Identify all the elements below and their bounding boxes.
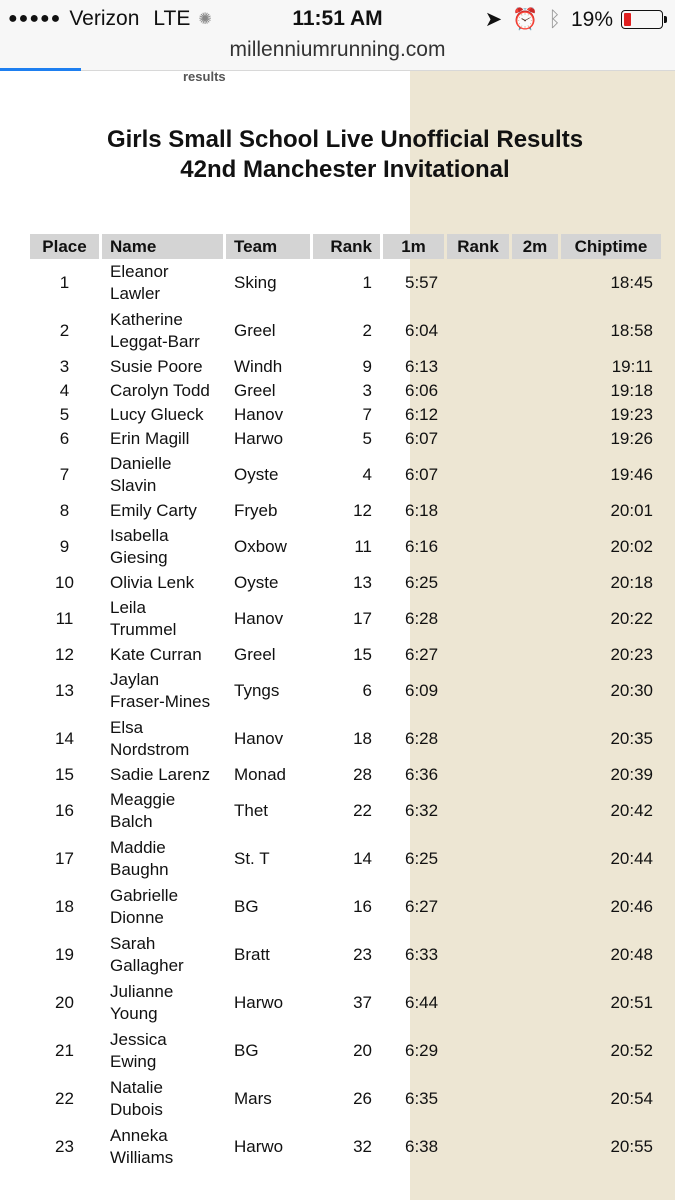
cell-team: Hanov xyxy=(234,609,284,628)
cell-team: Hanov xyxy=(234,729,284,748)
cell-2m xyxy=(512,979,558,1027)
header-name[interactable]: Name xyxy=(102,234,223,259)
name-line-1: Susie Poore xyxy=(110,357,203,376)
cell-place: 15 xyxy=(55,765,74,784)
cell-2m xyxy=(512,259,558,307)
cell-rank-2 xyxy=(447,883,509,931)
cell-rank-1: 28 xyxy=(353,765,372,784)
cell-chiptime: 19:46 xyxy=(610,465,653,484)
cell-name xyxy=(102,403,223,427)
cell-chiptime: 20:46 xyxy=(610,897,653,916)
cell-1m: 6:27 xyxy=(405,897,439,916)
cell-rank-1: 32 xyxy=(353,1137,372,1156)
cell-1m: 6:07 xyxy=(405,429,439,448)
name-line-1: Meaggie xyxy=(110,790,176,809)
cell-team: Mars xyxy=(234,1089,272,1108)
cell-2m xyxy=(512,523,558,571)
name-line-1: Leila xyxy=(110,598,146,617)
activity-spinner-icon: ✺ xyxy=(198,11,212,28)
cell-rank-1: 11 xyxy=(354,537,372,556)
cell-chiptime: 20:02 xyxy=(610,537,653,556)
table-row xyxy=(30,883,661,931)
name-line-2: Nordstrom xyxy=(110,740,190,759)
cell-rank-2 xyxy=(447,979,509,1027)
alarm-icon: ⏰ xyxy=(512,7,539,31)
table-row xyxy=(30,835,661,883)
cell-team: Windh xyxy=(234,357,283,376)
table-row xyxy=(30,571,661,595)
table-row xyxy=(30,523,661,571)
cell-team: BG xyxy=(234,1041,259,1060)
cell-name xyxy=(102,571,223,595)
cell-name xyxy=(102,523,223,571)
cell-2m xyxy=(512,1123,558,1171)
name-line-1: Elsa xyxy=(110,718,144,737)
location-arrow-icon: ➤ xyxy=(484,8,503,31)
table-row xyxy=(30,667,661,715)
cell-1m: 6:44 xyxy=(405,993,439,1012)
cell-team: BG xyxy=(234,897,259,916)
cell-rank-2 xyxy=(447,427,509,451)
cell-rank-2 xyxy=(447,643,509,667)
cell-1m: 6:07 xyxy=(405,465,439,484)
cell-chiptime: 19:11 xyxy=(611,357,653,376)
breadcrumb-results-link[interactable]: results xyxy=(183,71,226,84)
cell-chiptime: 20:39 xyxy=(610,765,653,784)
cell-rank-2 xyxy=(447,787,509,835)
url-bar[interactable] xyxy=(0,38,675,71)
cell-place: 23 xyxy=(55,1137,74,1156)
cell-name xyxy=(102,835,223,883)
cell-2m xyxy=(512,355,558,379)
name-line-1: Maddie xyxy=(110,838,166,857)
cell-place: 12 xyxy=(55,645,74,664)
cell-name xyxy=(102,1075,223,1123)
status-right xyxy=(475,7,663,32)
name-line-1: Carolyn Todd xyxy=(110,381,210,400)
header-rank-1[interactable]: Rank xyxy=(313,234,380,259)
cell-name xyxy=(102,643,223,667)
name-line-1: Gabrielle xyxy=(110,886,179,905)
cell-2m xyxy=(512,643,558,667)
header-1m[interactable]: 1m xyxy=(383,234,444,259)
cell-name xyxy=(102,1123,223,1171)
table-row xyxy=(30,259,661,307)
name-line-1: Natalie xyxy=(110,1078,163,1097)
table-row xyxy=(30,979,661,1027)
cell-place: 2 xyxy=(59,321,70,340)
name-line-1: Katherine xyxy=(110,310,183,329)
name-line-2: Williams xyxy=(110,1148,174,1167)
cell-team: Fryeb xyxy=(234,501,278,520)
table-row xyxy=(30,1123,661,1171)
battery-level-fill xyxy=(624,13,631,26)
cell-name xyxy=(102,595,223,643)
cell-team: Harwo xyxy=(234,429,284,448)
network-type: LTE xyxy=(153,7,191,30)
cell-chiptime: 19:23 xyxy=(610,405,653,424)
cell-team: Thet xyxy=(234,801,269,820)
cell-chiptime: 20:54 xyxy=(610,1089,653,1108)
cell-chiptime: 20:23 xyxy=(610,645,653,664)
cell-2m xyxy=(512,931,558,979)
cell-chiptime: 20:35 xyxy=(610,729,653,748)
cell-name xyxy=(102,355,223,379)
table-row xyxy=(30,451,661,499)
cell-rank-1: 16 xyxy=(353,897,372,916)
cell-name xyxy=(102,715,223,763)
cell-1m: 6:12 xyxy=(405,405,439,424)
cell-team: Tyngs xyxy=(234,681,280,700)
cell-rank-1: 4 xyxy=(362,465,372,484)
header-rank-2[interactable]: Rank xyxy=(447,234,509,259)
name-line-1: Olivia Lenk xyxy=(110,573,195,592)
table-row xyxy=(30,643,661,667)
cell-place: 21 xyxy=(55,1041,74,1060)
table-row xyxy=(30,379,661,403)
cell-place: 13 xyxy=(55,681,74,700)
battery-icon xyxy=(621,10,663,29)
cell-2m xyxy=(512,763,558,787)
cell-2m xyxy=(512,379,558,403)
cell-team: Hanov xyxy=(234,405,284,424)
cell-rank-2 xyxy=(447,667,509,715)
cell-rank-1: 7 xyxy=(362,405,372,424)
cell-rank-1: 23 xyxy=(353,945,372,964)
cell-rank-2 xyxy=(447,1075,509,1123)
cell-rank-2 xyxy=(447,1027,509,1075)
name-line-1: Jessica xyxy=(110,1030,167,1049)
table-row xyxy=(30,1027,661,1075)
name-line-1: Jaylan xyxy=(110,670,160,689)
cell-rank-1: 22 xyxy=(353,801,372,820)
header-team[interactable]: Team xyxy=(226,234,310,259)
title-line-1: Girls Small School Live Unofficial Results xyxy=(106,126,584,153)
cell-place: 6 xyxy=(59,429,70,448)
cell-2m xyxy=(512,835,558,883)
cell-1m: 6:33 xyxy=(405,945,439,964)
cell-rank-2 xyxy=(447,403,509,427)
cell-place: 19 xyxy=(55,945,74,964)
table-row xyxy=(30,787,661,835)
table-row xyxy=(30,595,661,643)
bluetooth-icon: ᛒ xyxy=(548,7,561,31)
cell-place: 10 xyxy=(55,573,74,592)
cell-place: 11 xyxy=(55,609,74,628)
table-row xyxy=(30,403,661,427)
cell-2m xyxy=(512,595,558,643)
cell-rank-1: 26 xyxy=(353,1089,372,1108)
cell-place: 1 xyxy=(59,273,70,292)
cell-place: 18 xyxy=(55,897,74,916)
cell-1m: 6:27 xyxy=(405,645,439,664)
table-row xyxy=(30,499,661,523)
cell-1m: 6:25 xyxy=(405,573,439,592)
cell-1m: 6:28 xyxy=(405,609,439,628)
cell-chiptime: 20:22 xyxy=(610,609,653,628)
cell-chiptime: 20:18 xyxy=(610,573,653,592)
cell-rank-2 xyxy=(447,595,509,643)
name-line-2: Fraser-Mines xyxy=(110,692,211,711)
cell-2m xyxy=(512,1027,558,1075)
cell-2m xyxy=(512,451,558,499)
cell-rank-1: 5 xyxy=(362,429,372,448)
cell-name xyxy=(102,979,223,1027)
cell-place: 14 xyxy=(55,729,74,748)
name-line-1: Anneka xyxy=(110,1126,168,1145)
cell-place: 4 xyxy=(59,381,70,400)
cell-rank-2 xyxy=(447,451,509,499)
cell-name xyxy=(102,379,223,403)
cell-place: 16 xyxy=(55,801,74,820)
cell-rank-1: 13 xyxy=(353,573,372,592)
cell-rank-1: 18 xyxy=(353,729,372,748)
table-row xyxy=(30,427,661,451)
cell-1m: 6:25 xyxy=(405,849,439,868)
name-line-2: Lawler xyxy=(110,284,161,303)
table-row xyxy=(30,715,661,763)
cell-name xyxy=(102,763,223,787)
cell-team: Greel xyxy=(234,321,276,340)
name-line-1: Kate Curran xyxy=(110,645,202,664)
page-title xyxy=(0,125,675,185)
cell-chiptime: 18:58 xyxy=(610,321,653,340)
name-line-1: Sadie Larenz xyxy=(110,765,211,784)
cell-team: Oyste xyxy=(234,465,279,484)
cell-rank-2 xyxy=(447,931,509,979)
cell-name xyxy=(102,427,223,451)
cell-name xyxy=(102,1027,223,1075)
cell-team: Greel xyxy=(234,381,276,400)
cell-name xyxy=(102,883,223,931)
cell-1m: 6:35 xyxy=(405,1089,439,1108)
cell-rank-1: 15 xyxy=(353,645,372,664)
name-line-1: Lucy Glueck xyxy=(110,405,204,424)
cell-1m: 6:09 xyxy=(405,681,439,700)
name-line-1: Danielle xyxy=(110,454,172,473)
table-row xyxy=(30,307,661,355)
name-line-2: Balch xyxy=(110,812,153,831)
cell-2m xyxy=(512,427,558,451)
cell-chiptime: 20:44 xyxy=(610,849,653,868)
name-line-2: Ewing xyxy=(110,1052,157,1071)
table-row xyxy=(30,355,661,379)
cell-1m: 5:57 xyxy=(405,273,439,292)
name-line-2: Young xyxy=(110,1004,158,1023)
cell-name xyxy=(102,787,223,835)
cell-place: 22 xyxy=(55,1089,74,1108)
name-line-2: Dubois xyxy=(110,1100,163,1119)
status-time: 11:51 AM xyxy=(292,7,383,30)
header-place[interactable]: Place xyxy=(30,234,99,259)
cell-team: Bratt xyxy=(234,945,270,964)
cell-2m xyxy=(512,667,558,715)
cell-rank-2 xyxy=(447,835,509,883)
page-content xyxy=(0,71,675,1200)
cell-rank-2 xyxy=(447,763,509,787)
title-line-2: 42nd Manchester Invitational xyxy=(180,156,510,183)
cell-rank-2 xyxy=(447,379,509,403)
name-line-2: Gallagher xyxy=(110,956,184,975)
cell-2m xyxy=(512,787,558,835)
name-line-1: Erin Magill xyxy=(110,429,190,448)
cell-rank-1: 3 xyxy=(362,381,372,400)
cell-1m: 6:16 xyxy=(405,537,439,556)
cell-1m: 6:18 xyxy=(405,501,439,520)
cell-rank-2 xyxy=(447,307,509,355)
cell-chiptime: 18:45 xyxy=(610,273,653,292)
cell-rank-2 xyxy=(447,715,509,763)
cell-rank-1: 14 xyxy=(353,849,372,868)
cell-place: 5 xyxy=(59,405,70,424)
cell-chiptime: 20:42 xyxy=(610,801,653,820)
table-row xyxy=(30,931,661,979)
header-2m[interactable]: 2m xyxy=(512,234,558,259)
cell-1m: 6:38 xyxy=(405,1137,439,1156)
cell-rank-2 xyxy=(447,523,509,571)
cell-team: Oxbow xyxy=(234,537,287,556)
cell-1m: 6:13 xyxy=(405,357,439,376)
cell-2m xyxy=(512,499,558,523)
cell-chiptime: 20:30 xyxy=(610,681,653,700)
name-line-2: Baughn xyxy=(110,860,169,879)
cell-team: St. T xyxy=(234,849,270,868)
name-line-2: Giesing xyxy=(110,548,168,567)
table-header-row xyxy=(30,234,661,259)
cell-name xyxy=(102,307,223,355)
cell-place: 7 xyxy=(59,465,70,484)
cell-rank-1: 37 xyxy=(353,993,372,1012)
cell-chiptime: 19:26 xyxy=(610,429,653,448)
cell-place: 9 xyxy=(59,537,70,556)
cell-rank-1: 6 xyxy=(362,681,372,700)
results-table-body xyxy=(30,259,661,1171)
cell-chiptime: 20:51 xyxy=(610,993,653,1012)
cell-name xyxy=(102,499,223,523)
cell-chiptime: 20:01 xyxy=(610,501,653,520)
signal-strength-icon: ●●●●● xyxy=(8,10,62,27)
carrier-name: Verizon xyxy=(69,7,140,30)
cell-rank-1: 2 xyxy=(362,321,372,340)
cell-place: 8 xyxy=(59,501,70,520)
cell-rank-2 xyxy=(447,1123,509,1171)
battery-percent: 19% xyxy=(570,7,613,31)
cell-chiptime: 19:18 xyxy=(610,381,653,400)
cell-place: 20 xyxy=(55,993,74,1012)
cell-chiptime: 20:55 xyxy=(610,1137,653,1156)
cell-rank-2 xyxy=(447,259,509,307)
cell-team: Harwo xyxy=(234,993,284,1012)
cell-rank-1: 12 xyxy=(353,501,372,520)
cell-rank-2 xyxy=(447,499,509,523)
name-line-1: Sarah xyxy=(110,934,156,953)
cell-team: Sking xyxy=(234,273,277,292)
url-domain[interactable]: millenniumrunning.com xyxy=(229,38,446,61)
cell-1m: 6:32 xyxy=(405,801,439,820)
results-table xyxy=(27,234,664,1171)
cell-2m xyxy=(512,715,558,763)
cell-2m xyxy=(512,883,558,931)
cell-2m xyxy=(512,571,558,595)
cell-1m: 6:04 xyxy=(405,321,439,340)
cell-1m: 6:36 xyxy=(405,765,439,784)
header-chiptime[interactable]: Chiptime xyxy=(561,234,661,259)
name-line-1: Julianne xyxy=(110,982,174,1001)
cell-2m xyxy=(512,403,558,427)
cell-1m: 6:29 xyxy=(405,1041,439,1060)
cell-rank-2 xyxy=(447,355,509,379)
status-bar xyxy=(0,0,675,38)
cell-rank-1: 17 xyxy=(353,609,372,628)
cell-2m xyxy=(512,307,558,355)
cell-rank-2 xyxy=(447,571,509,595)
cell-2m xyxy=(512,1075,558,1123)
cell-place: 3 xyxy=(59,357,70,376)
cell-1m: 6:06 xyxy=(405,381,439,400)
name-line-2: Leggat-Barr xyxy=(110,332,200,351)
cell-name xyxy=(102,451,223,499)
cell-name xyxy=(102,931,223,979)
cell-team: Oyste xyxy=(234,573,279,592)
name-line-2: Slavin xyxy=(110,476,157,495)
cell-name xyxy=(102,259,223,307)
cell-place: 17 xyxy=(55,849,74,868)
name-line-2: Dionne xyxy=(110,908,164,927)
table-row xyxy=(30,763,661,787)
name-line-1: Eleanor xyxy=(110,262,169,281)
cell-1m: 6:28 xyxy=(405,729,439,748)
name-line-1: Emily Carty xyxy=(110,501,197,520)
cell-name xyxy=(102,667,223,715)
cell-rank-1: 9 xyxy=(362,357,372,376)
cell-chiptime: 20:52 xyxy=(610,1041,653,1060)
table-row xyxy=(30,1075,661,1123)
cell-team: Monad xyxy=(234,765,286,784)
cell-rank-1: 20 xyxy=(353,1041,372,1060)
cell-team: Harwo xyxy=(234,1137,284,1156)
cell-chiptime: 20:48 xyxy=(610,945,653,964)
cell-rank-1: 1 xyxy=(362,273,372,292)
cell-team: Greel xyxy=(234,645,276,664)
name-line-2: Trummel xyxy=(110,620,177,639)
name-line-1: Isabella xyxy=(110,526,169,545)
